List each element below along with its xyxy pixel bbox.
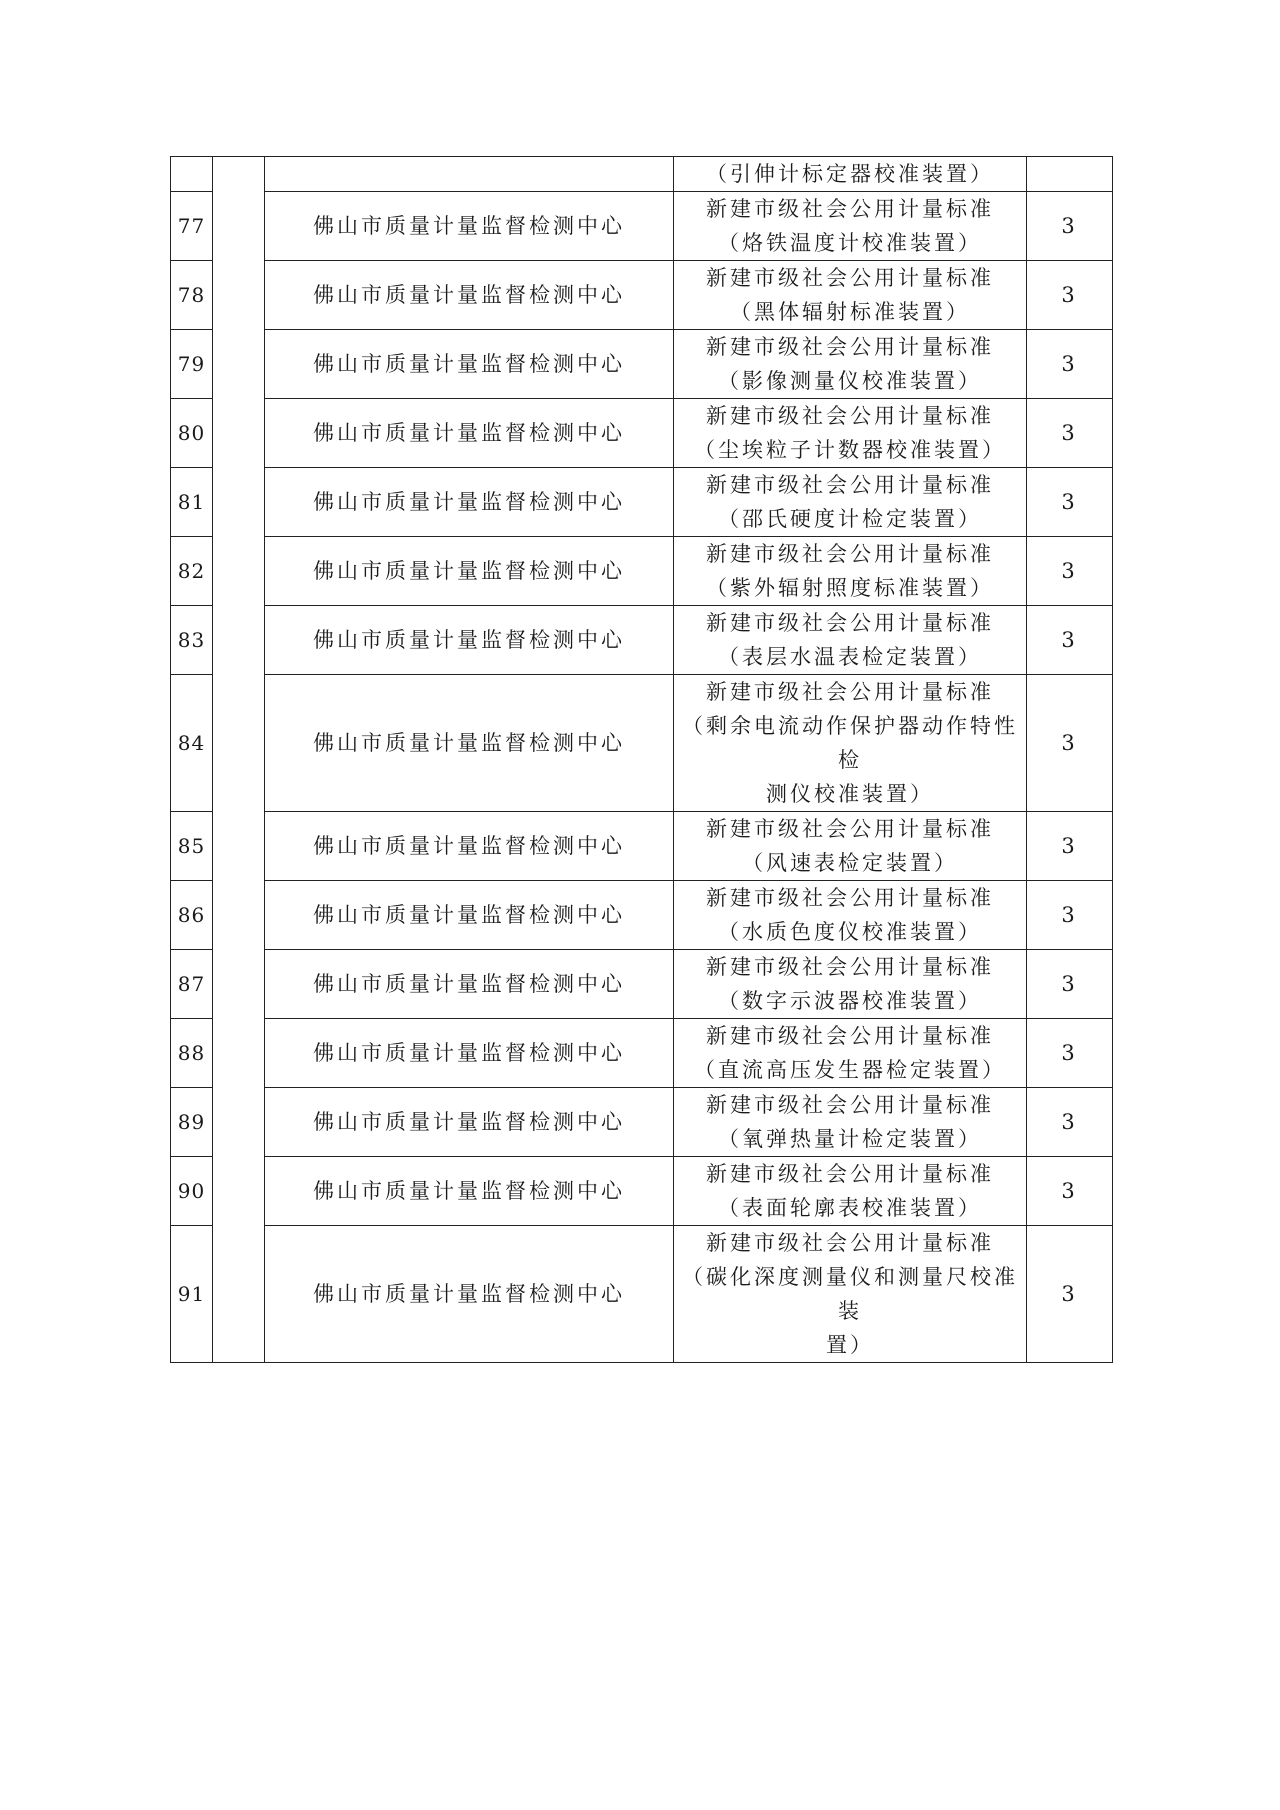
project-line: （风速表检定装置） [742,851,958,875]
score-cell: 3 [1027,812,1113,881]
row-number-cell: 81 [171,468,213,537]
blank-column-cell [213,157,265,1363]
project-cell [674,881,1027,950]
project-cell [674,261,1027,330]
table-row [171,1157,1113,1226]
row-number-cell: 88 [171,1019,213,1088]
project-cell [674,399,1027,468]
score-cell: 3 [1027,1088,1113,1157]
table-row [171,950,1113,1019]
project-line: （表面轮廓表校准装置） [718,1196,982,1220]
project-line: （剩余电流动作保护器动作特性检 [682,714,1018,772]
row-number-cell: 85 [171,812,213,881]
project-cell [674,606,1027,675]
score-cell: 3 [1027,330,1113,399]
project-cell [674,812,1027,881]
score-cell: 3 [1027,1226,1113,1363]
project-cell [674,157,1027,192]
project-cell [674,1019,1027,1088]
row-number-cell: 84 [171,675,213,812]
project-line: 新建市级社会公用计量标准 [706,542,994,566]
unit-cell: 佛山市质量计量监督检测中心 [265,1226,674,1363]
table-row [171,881,1113,950]
project-line: 新建市级社会公用计量标准 [706,955,994,979]
project-line: 测仪校准装置） [766,782,934,806]
score-cell: 3 [1027,261,1113,330]
project-cell [674,468,1027,537]
table-row [171,192,1113,261]
unit-cell: 佛山市质量计量监督检测中心 [265,261,674,330]
project-cell [674,1088,1027,1157]
project-line: （影像测量仪校准装置） [718,369,982,393]
project-line: 新建市级社会公用计量标准 [706,680,994,704]
unit-cell: 佛山市质量计量监督检测中心 [265,468,674,537]
row-number-cell: 86 [171,881,213,950]
row-number-cell [171,157,213,192]
project-cell [674,675,1027,812]
score-cell: 3 [1027,950,1113,1019]
unit-cell: 佛山市质量计量监督检测中心 [265,675,674,812]
project-line: （引伸计标定器校准装置） [706,162,994,186]
project-cell [674,192,1027,261]
score-cell: 3 [1027,1019,1113,1088]
score-cell: 3 [1027,537,1113,606]
project-cell [674,1157,1027,1226]
score-cell: 3 [1027,192,1113,261]
row-number-cell: 78 [171,261,213,330]
row-number-cell: 79 [171,330,213,399]
table-row [171,1019,1113,1088]
row-number-cell: 83 [171,606,213,675]
project-line: 新建市级社会公用计量标准 [706,611,994,635]
score-cell: 3 [1027,606,1113,675]
row-number-cell: 87 [171,950,213,1019]
unit-cell: 佛山市质量计量监督检测中心 [265,330,674,399]
project-cell [674,330,1027,399]
project-line: （烙铁温度计校准装置） [718,231,982,255]
unit-cell: 佛山市质量计量监督检测中心 [265,1019,674,1088]
score-cell [1027,157,1113,192]
unit-cell: 佛山市质量计量监督检测中心 [265,399,674,468]
project-line: 新建市级社会公用计量标准 [706,1093,994,1117]
table-row [171,675,1113,812]
row-number-cell: 80 [171,399,213,468]
table-body [171,157,1113,1363]
table-row [171,1088,1113,1157]
unit-cell [265,157,674,192]
project-line: （邵氏硬度计检定装置） [718,507,982,531]
project-line: 新建市级社会公用计量标准 [706,473,994,497]
project-line: （直流高压发生器检定装置） [694,1058,1006,1082]
row-number-cell: 82 [171,537,213,606]
unit-cell: 佛山市质量计量监督检测中心 [265,812,674,881]
table-row [171,1226,1113,1363]
project-line: （氧弹热量计检定装置） [718,1127,982,1151]
project-line: 新建市级社会公用计量标准 [706,404,994,428]
project-line: 新建市级社会公用计量标准 [706,266,994,290]
table-row [171,399,1113,468]
score-cell: 3 [1027,468,1113,537]
project-line: 新建市级社会公用计量标准 [706,817,994,841]
project-line: 新建市级社会公用计量标准 [706,1024,994,1048]
row-number-cell: 77 [171,192,213,261]
table-row [171,812,1113,881]
project-line: 新建市级社会公用计量标准 [706,197,994,221]
project-line: 置） [826,1333,874,1357]
project-line: （水质色度仪校准装置） [718,920,982,944]
project-cell [674,537,1027,606]
table-row [171,261,1113,330]
project-line: 新建市级社会公用计量标准 [706,335,994,359]
row-number-cell: 90 [171,1157,213,1226]
project-line: 新建市级社会公用计量标准 [706,1231,994,1255]
row-number-cell: 91 [171,1226,213,1363]
project-line: （尘埃粒子计数器校准装置） [694,438,1006,462]
unit-cell: 佛山市质量计量监督检测中心 [265,537,674,606]
project-line: （表层水温表检定装置） [718,645,982,669]
project-line: 新建市级社会公用计量标准 [706,1162,994,1186]
standards-table [170,156,1113,1363]
table-row [171,330,1113,399]
project-line: （数字示波器校准装置） [718,989,982,1013]
project-cell [674,950,1027,1019]
unit-cell: 佛山市质量计量监督检测中心 [265,1157,674,1226]
score-cell: 3 [1027,1157,1113,1226]
unit-cell: 佛山市质量计量监督检测中心 [265,881,674,950]
score-cell: 3 [1027,881,1113,950]
table-row [171,468,1113,537]
unit-cell: 佛山市质量计量监督检测中心 [265,1088,674,1157]
score-cell: 3 [1027,399,1113,468]
table-row [171,537,1113,606]
table-row [171,606,1113,675]
unit-cell: 佛山市质量计量监督检测中心 [265,950,674,1019]
unit-cell: 佛山市质量计量监督检测中心 [265,192,674,261]
score-cell: 3 [1027,675,1113,812]
row-number-cell: 89 [171,1088,213,1157]
project-line: 新建市级社会公用计量标准 [706,886,994,910]
project-line: （紫外辐射照度标准装置） [706,576,994,600]
project-line: （黑体辐射标准装置） [730,300,970,324]
unit-cell: 佛山市质量计量监督检测中心 [265,606,674,675]
continuation-row [171,157,1113,192]
project-cell [674,1226,1027,1363]
project-line: （碳化深度测量仪和测量尺校准装 [682,1265,1018,1323]
